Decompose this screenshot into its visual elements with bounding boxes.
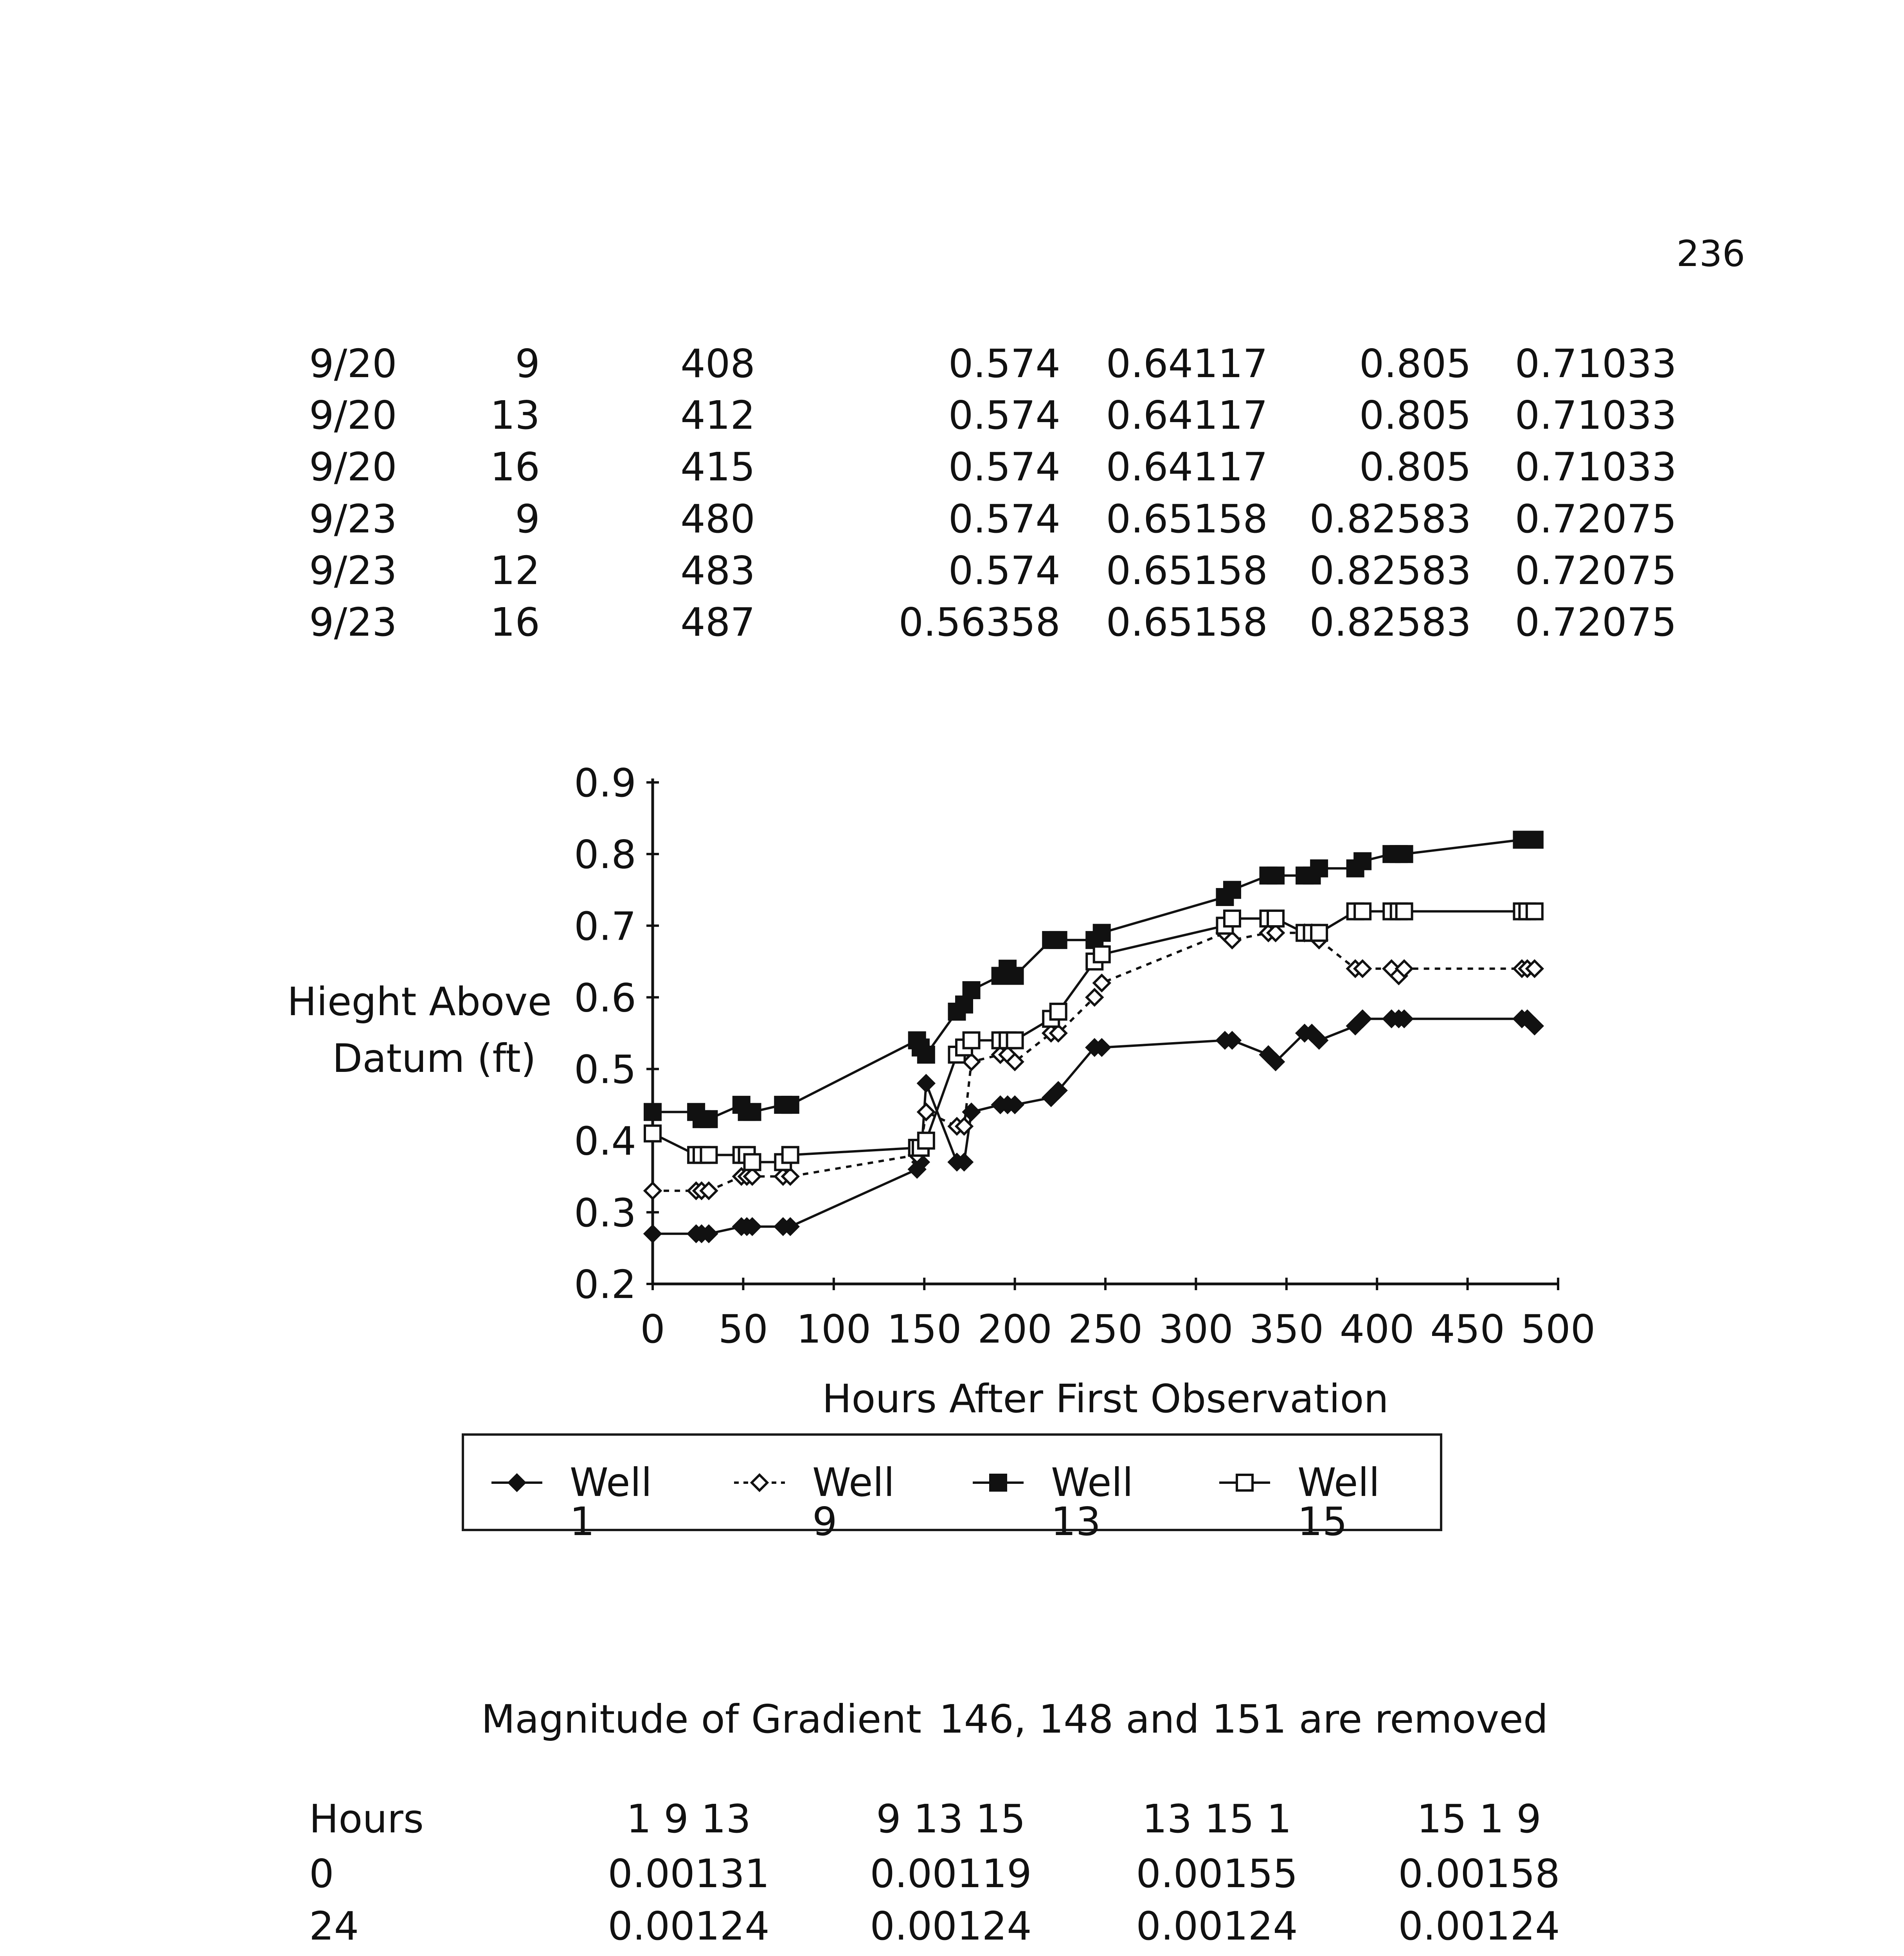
top-table-cell: 0.82583 xyxy=(1309,599,1471,645)
legend-label: Well 13 xyxy=(1051,1460,1134,1544)
gradient-title: Magnitude of Gradient xyxy=(481,1696,921,1742)
x-tick-label: 400 xyxy=(1339,1306,1415,1352)
top-table-cell: 0.82583 xyxy=(1309,496,1471,542)
legend-marker-icon xyxy=(488,1461,546,1500)
data-point xyxy=(645,1104,660,1120)
legend-label: Well 15 xyxy=(1298,1460,1380,1544)
y-tick-label: 0.3 xyxy=(574,1190,636,1236)
gradient-value-cell: 0.00124 xyxy=(1398,1903,1560,1949)
data-point xyxy=(964,982,979,998)
y-axis-label-line2: Datum (ft) xyxy=(332,1036,536,1081)
legend-marker-icon xyxy=(730,1461,789,1500)
y-tick-label: 0.7 xyxy=(574,903,636,949)
top-table-cell: 9 xyxy=(515,496,540,542)
data-point xyxy=(918,1133,934,1149)
x-tick-label: 250 xyxy=(1068,1306,1143,1352)
top-table-cell: 0.71033 xyxy=(1515,444,1677,490)
top-table-cell: 412 xyxy=(680,392,755,438)
chart-legend xyxy=(462,1433,1442,1544)
top-table-cell: 483 xyxy=(680,548,755,593)
data-point xyxy=(1397,846,1412,862)
data-point xyxy=(745,1154,760,1170)
data-point xyxy=(645,1125,660,1141)
top-table-cell: 0.64117 xyxy=(1106,341,1268,387)
top-table-cell: 0.71033 xyxy=(1515,341,1677,387)
data-point xyxy=(645,1183,660,1199)
top-table-cell: 0.65158 xyxy=(1106,496,1268,542)
top-table-cell: 9/23 xyxy=(309,496,397,542)
top-table-cell: 0.71033 xyxy=(1515,392,1677,438)
data-point xyxy=(783,1097,798,1113)
data-point xyxy=(1094,975,1110,991)
y-axis-label-line1: Hieght Above xyxy=(287,979,552,1025)
top-table-cell: 9/20 xyxy=(309,444,397,490)
data-point xyxy=(1268,911,1283,926)
gradient-header-hours: Hours xyxy=(309,1796,424,1842)
top-table-cell: 0.72075 xyxy=(1515,599,1677,645)
top-table-cell: 16 xyxy=(490,599,540,645)
top-table-cell: 0.72075 xyxy=(1515,496,1677,542)
x-tick-label: 0 xyxy=(640,1306,665,1352)
data-point xyxy=(1268,868,1283,883)
data-point xyxy=(1224,911,1240,926)
data-point xyxy=(1355,853,1370,869)
top-table-cell: 408 xyxy=(680,341,755,387)
legend-label: Well 9 xyxy=(812,1460,895,1544)
data-point xyxy=(745,1104,760,1120)
top-table-cell: 0.574 xyxy=(948,548,1060,593)
data-point xyxy=(783,1147,798,1163)
gradient-header-cell: 15 1 9 xyxy=(1416,1796,1542,1842)
data-point xyxy=(1527,904,1542,919)
data-point xyxy=(1007,968,1023,983)
top-table-cell: 0.65158 xyxy=(1106,548,1268,593)
data-point xyxy=(701,1111,716,1127)
data-point xyxy=(964,1032,979,1048)
top-table-cell: 0.65158 xyxy=(1106,599,1268,645)
gradient-hours-cell: 24 xyxy=(309,1903,359,1949)
top-table-cell: 0.805 xyxy=(1359,444,1471,490)
y-tick-label: 0.6 xyxy=(574,975,636,1021)
data-point xyxy=(918,1075,934,1091)
top-table-cell: 415 xyxy=(680,444,755,490)
top-table-cell: 0.574 xyxy=(948,496,1060,542)
data-point xyxy=(1527,832,1542,848)
y-tick-label: 0.5 xyxy=(574,1046,636,1093)
top-table-cell: 487 xyxy=(680,599,755,645)
data-point xyxy=(1397,904,1412,919)
y-tick-label: 0.9 xyxy=(574,760,636,806)
top-table-cell: 0.574 xyxy=(948,341,1060,387)
data-point xyxy=(918,1104,934,1120)
top-table-cell: 12 xyxy=(490,548,540,593)
top-table-cell: 480 xyxy=(680,496,755,542)
top-table-cell: 0.72075 xyxy=(1515,548,1677,593)
data-point xyxy=(1094,925,1110,941)
legend-label: Well 1 xyxy=(570,1460,652,1544)
legend-marker-icon xyxy=(1215,1461,1274,1500)
top-table-cell: 9 xyxy=(515,341,540,387)
data-point xyxy=(1051,932,1066,948)
gradient-header-cell: 9 13 15 xyxy=(876,1796,1026,1842)
top-table-cell: 9/23 xyxy=(309,599,397,645)
data-point xyxy=(1355,904,1370,919)
gradient-hours-cell: 0 xyxy=(309,1851,334,1897)
gradient-value-cell: 0.00158 xyxy=(1398,1851,1560,1897)
data-point xyxy=(918,1047,934,1062)
data-point xyxy=(1094,947,1110,962)
top-table-cell: 0.805 xyxy=(1359,392,1471,438)
top-table-cell: 9/23 xyxy=(309,548,397,593)
top-table-cell: 0.64117 xyxy=(1106,444,1268,490)
x-axis-label: Hours After First Observation xyxy=(822,1376,1389,1422)
top-table-cell: 0.64117 xyxy=(1106,392,1268,438)
data-point xyxy=(1007,1032,1023,1048)
data-point xyxy=(701,1147,716,1163)
x-tick-label: 350 xyxy=(1249,1306,1324,1352)
y-tick-label: 0.4 xyxy=(574,1118,636,1164)
top-table-cell: 0.574 xyxy=(948,444,1060,490)
gradient-value-cell: 0.00124 xyxy=(1136,1903,1298,1949)
x-tick-label: 50 xyxy=(718,1306,768,1352)
x-tick-label: 450 xyxy=(1430,1306,1505,1352)
x-tick-label: 500 xyxy=(1521,1306,1596,1352)
data-point xyxy=(1311,925,1327,941)
gradient-value-cell: 0.00124 xyxy=(870,1903,1032,1949)
y-tick-label: 0.2 xyxy=(574,1262,636,1307)
x-tick-label: 300 xyxy=(1158,1306,1233,1352)
data-point xyxy=(1224,882,1240,898)
gradient-header-cell: 13 15 1 xyxy=(1142,1796,1292,1842)
gradient-note: 146, 148 and 151 are removed xyxy=(939,1696,1548,1742)
top-table-cell: 9/20 xyxy=(309,341,397,387)
data-point xyxy=(645,1226,660,1242)
gradient-value-cell: 0.00131 xyxy=(608,1851,770,1897)
gradient-value-cell: 0.00155 xyxy=(1136,1851,1298,1897)
top-table-cell: 16 xyxy=(490,444,540,490)
top-table-cell: 0.56358 xyxy=(898,599,1060,645)
y-tick-label: 0.8 xyxy=(574,832,636,878)
top-table-cell: 9/20 xyxy=(309,392,397,438)
x-tick-label: 200 xyxy=(977,1306,1053,1352)
gradient-value-cell: 0.00119 xyxy=(870,1851,1032,1897)
data-point xyxy=(1051,1004,1066,1019)
legend-marker-icon xyxy=(969,1461,1028,1500)
top-table-cell: 0.805 xyxy=(1359,341,1471,387)
top-table-cell: 13 xyxy=(490,392,540,438)
data-point xyxy=(1311,861,1327,876)
gradient-value-cell: 0.00124 xyxy=(608,1903,770,1949)
top-table-cell: 0.82583 xyxy=(1309,548,1471,593)
page-number: 236 xyxy=(1676,233,1745,275)
top-table-cell: 0.574 xyxy=(948,392,1060,438)
x-tick-label: 150 xyxy=(887,1306,962,1352)
x-tick-label: 100 xyxy=(796,1306,871,1352)
gradient-header-cell: 1 9 13 xyxy=(626,1796,751,1842)
